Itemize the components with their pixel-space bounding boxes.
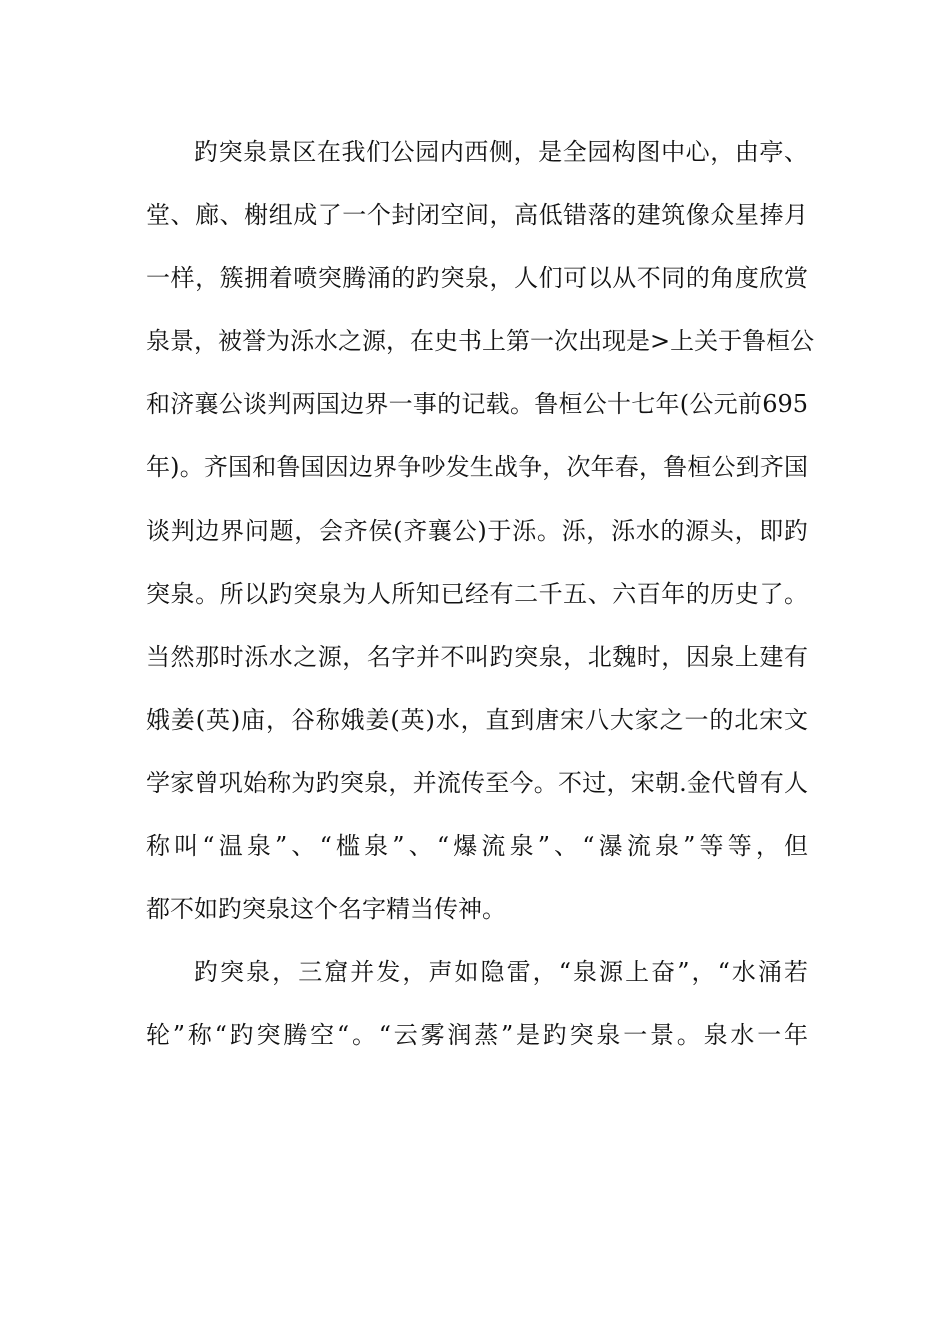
paragraph-1 [146, 126, 815, 946]
text-line: 称叫“温泉”、“槛泉”、“爆流泉”、“瀑流泉”等等，但 [146, 832, 808, 861]
text-line: 娥姜(英)庙，谷称娥姜(英)水，直到唐宋八大家之一的北宋文 [146, 705, 808, 734]
text-line: 轮”称“趵突腾空“。“云雾润蒸”是趵突泉一景。泉水一年 [146, 1021, 808, 1050]
text-line: 学家曾巩始称为趵突泉，并流传至今。不过，宋朝.金代曾有人 [146, 768, 808, 797]
body-text [146, 126, 815, 1072]
text-line: 当然那时泺水之源，名字并不叫趵突泉，北魏时，因泉上建有 [146, 642, 808, 671]
text-line: 都不如趵突泉这个名字精当传神。 [146, 895, 506, 924]
paragraph-2 [146, 946, 808, 1072]
text-line: 趵突泉景区在我们公园内西侧，是全园构图中心，由亭、 [194, 138, 808, 166]
text-line: 谈判边界问题，会齐侯(齐襄公)于泺。泺，泺水的源头，即趵 [146, 516, 808, 545]
text-line: 突泉。所以趵突泉为人所知已经有二千五、六百年的历史了。 [146, 579, 808, 608]
text-line: 一样，簇拥着喷突腾涌的趵突泉，人们可以从不同的角度欣赏 [146, 264, 808, 293]
text-line: 和济襄公谈判两国边界一事的记载。鲁桓公十七年(公元前695 [146, 390, 808, 419]
text-line: 年)。齐国和鲁国因边界争吵发生战争，次年春，鲁桓公到齐国 [146, 453, 808, 482]
text-line: 趵突泉，三窟并发，声如隐雷，“泉源上奋”，“水涌若 [194, 958, 808, 987]
text-line: 泉景，被誉为泺水之源，在史书上第一次出现是>上关于鲁桓公 [146, 327, 815, 356]
text-line: 堂、廊、榭组成了一个封闭空间，高低错落的建筑像众星捧月 [146, 201, 808, 230]
